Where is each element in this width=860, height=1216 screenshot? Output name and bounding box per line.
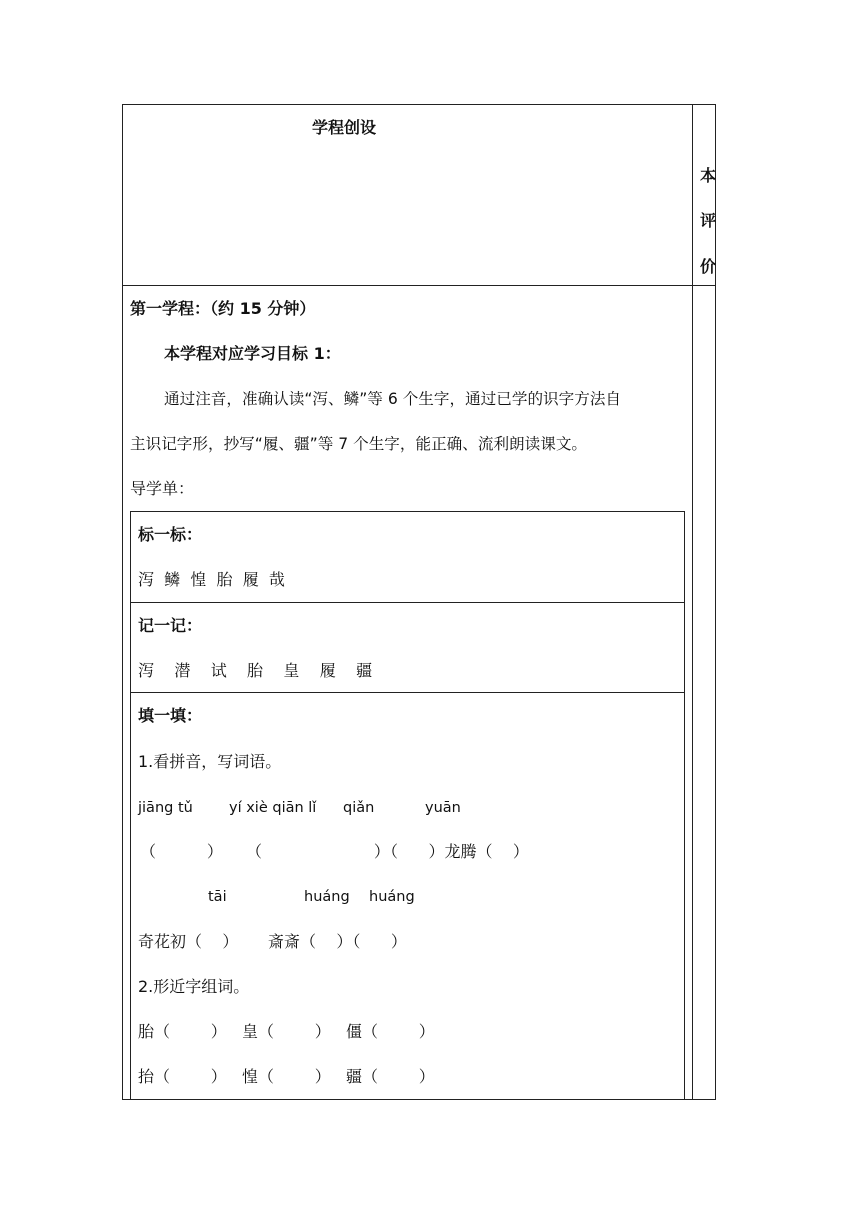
side-char-2: 评 (700, 211, 716, 230)
goal-label: 本学程对应学习目标 1： (164, 344, 341, 363)
pinyin-huang-1: huáng (304, 889, 350, 905)
row-divider (122, 285, 716, 286)
inner-right-border (684, 511, 685, 1099)
side-char-3: 价 (700, 257, 716, 276)
word-group-row-2b: 惶（ ） (242, 1067, 331, 1086)
goal-line-1: 通过注音，准确认读“泻、鳞”等 6 个生字，通过已学的识字方法自 (164, 390, 622, 408)
pinyin-huang-2: huáng (369, 889, 415, 905)
section-heading: 第一学程：（约 15 分钟） (130, 299, 316, 318)
word-group-row-2c: 疆（ ） (346, 1067, 435, 1086)
question-1: 1.看拼音，写词语。 (138, 752, 282, 771)
pinyin-yixieqianli: yí xiè qiān lǐ (229, 800, 317, 816)
column-divider (692, 104, 693, 1100)
guide-label: 导学单： (130, 479, 195, 498)
blank-row-1a: （ ） (140, 842, 223, 861)
question-2: 2.形近字组词。 (138, 977, 250, 996)
ji-chars: 泻 潜 试 胎 皇 履 疆 (138, 661, 373, 680)
tian-label: 填一填： (138, 706, 203, 725)
biao-label: 标一标： (138, 525, 203, 544)
pinyin-jiangtu: jiāng tǔ (138, 800, 193, 816)
blank-row-2b: 斎斎（ ）（ ） (268, 932, 407, 951)
pinyin-tai: tāi (208, 889, 227, 905)
pinyin-qian: qiǎn (343, 800, 375, 816)
blank-row-1b: （ ） (246, 842, 390, 861)
outer-bottom-border (122, 1099, 716, 1100)
blank-row-2a: 奇花初（ ） (138, 932, 239, 951)
blank-row-1c: （ ）龙腾（ ） (382, 842, 529, 861)
word-group-row-1c: 僵（ ） (346, 1022, 435, 1041)
side-char-1: 本 (700, 166, 716, 185)
ji-label: 记一记： (138, 616, 203, 635)
outer-left-border (122, 104, 123, 1100)
inner-divider-1 (130, 602, 685, 603)
biao-chars: 泻 鳞 惶 胎 履 哉 (138, 570, 285, 589)
inner-top-border (130, 511, 685, 512)
word-group-row-1b: 皇（ ） (242, 1022, 331, 1041)
word-group-row-2a: 抬（ ） (138, 1067, 227, 1086)
word-group-row-1a: 胎（ ） (138, 1022, 227, 1041)
goal-line-2: 主识记字形，抄写“履、疆”等 7 个生字，能正确、流利朗读课文。 (130, 435, 588, 453)
inner-divider-2 (130, 692, 685, 693)
inner-left-border (130, 511, 131, 1099)
outer-top-border (122, 104, 716, 105)
header-title: 学程创设 (312, 118, 377, 137)
pinyin-yuan: yuān (425, 800, 461, 816)
